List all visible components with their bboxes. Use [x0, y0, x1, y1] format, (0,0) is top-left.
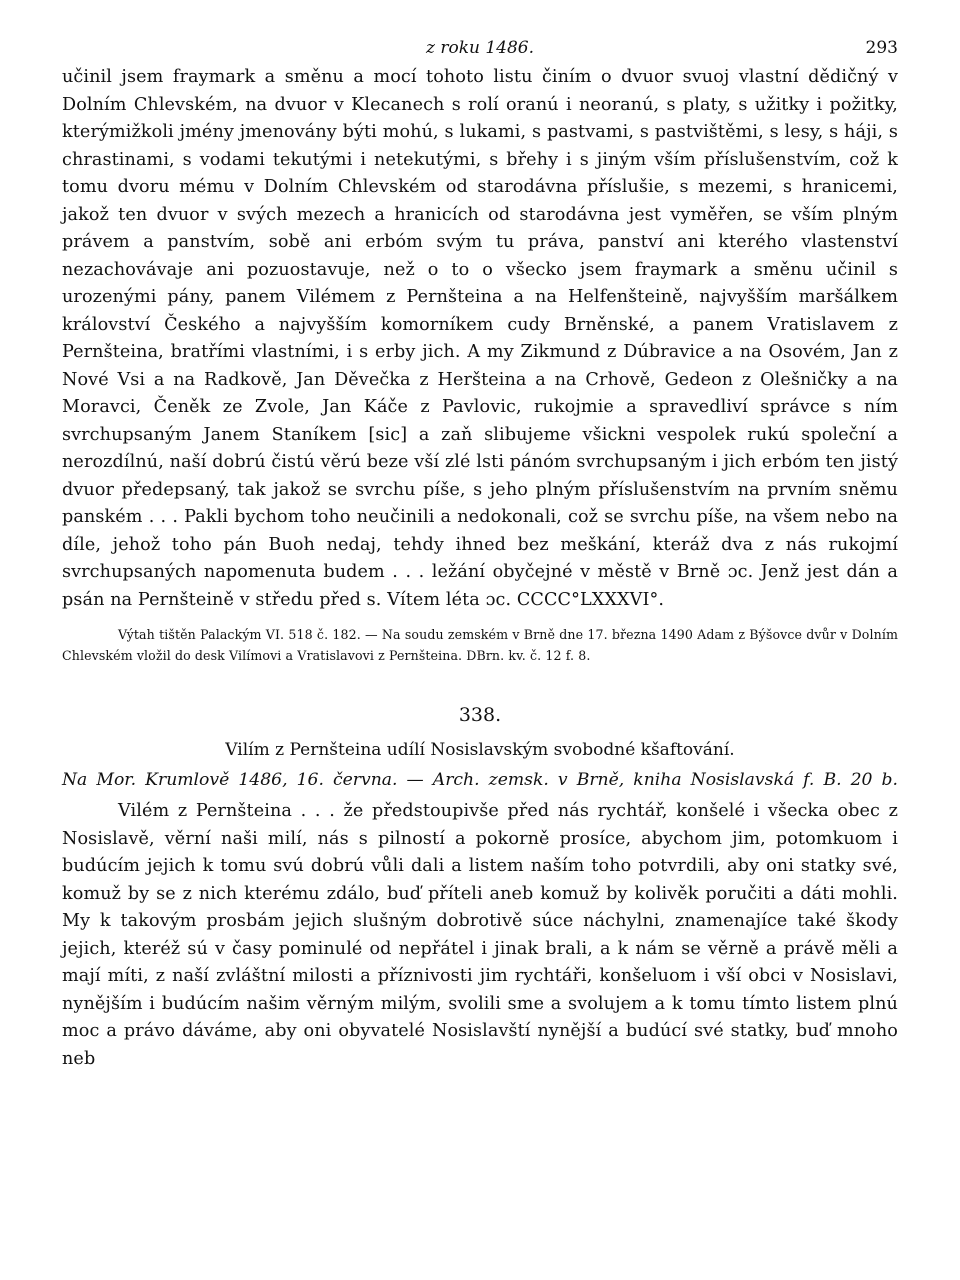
document-heading: Vilím z Pernšteina udílí Nosislavským svobodné kšaftování. — [225, 740, 735, 760]
document-body — [62, 798, 898, 1073]
document-source: Na Mor. Krumlově 1486, 16. června. — Arch. zemsk. v Brně, kniha Nosislavská f. B. 20 b. — [62, 770, 898, 790]
book-page — [62, 30, 898, 1073]
running-head — [62, 30, 898, 64]
page-number: 293 — [865, 38, 898, 58]
continuation-paragraph: učinil jsem fraymark a směnu a mocí tohoto listu činím o dvuor svuoj vlastní dědičný v Dolním Chlevském, na dvuor v Klecanech s rolí oranú i neoranú, s platy, s užitky i požitky, kterýmižkoli jmény jmenovány býti mohú, s lukami, s pastvami, s pastvištěmi, s lesy, s háji, s chrastinami, s vodami tekutými i netekutými, s břehy i s jiným vším příslušenstvím, což k tomu dvoru mému v Dolním Chlevském od starodávna příslušie, s mezemi, s hranicemi, jakož ten dvuor v svých mezech a hranicích od starodávna jest vyměřen, se vším plným právem a panstvím, sobě ani erbóm svým tu práva, panství ani kterého vlastenství nezachovávaje ani pozuostavuje, než o to o všecko jsem fraymark a směnu učinil s urozenými pány, panem Vilémem z Pernšteina a na Helfenšteině, najvyšším maršálkem království Českého a najvyšším komorníkem cudy Brněnské, a panem Vratislavem z Pernšteina, bratřími vlastními, i s erby jich. A my Zikmund z Dúbravice a na Osovém, Jan z Nové Vsi a na Radkově, Jan Děvečka z Heršteina a na Crhově, Gedeon z Olešničky a na Moravci, Čeněk ze Zvole, Jan Káče z Pavlovic, rukojmie a spravedliví správce s ním svrchupsaným Janem Staníkem [sic] a zaň slibujeme všickni vespolek rukú společní a nerozdílnú, naší dobrú čistú věrú beze vší zlé lsti pánóm svrchupsaným i jich erbóm ten jistý dvuor předepsaný, tak jakož se svrchu píše, s jeho plným příslušenstvím na prvním sněmu panském . . . Pakli bychom toho neučinili a nedokonali, což se svrchu píše, na všem nebo na díle, jehož toho pán Buoh nedaj, tehdy ihned bez meškání, kteráž dva z nás rukojmí svrchupsaných napomenuta budem . . . ležání obyčejné v městě v Brně ɔc. Jenž jest dán a psán na Pernšteině v středu před s. Vítem léta ɔc. CCCC°LXXXVI°. — [62, 67, 898, 610]
footnote: Výtah tištěn Palackým VI. 518 č. 182. — Na soudu zemském v Brně dne 17. března 1490 Adam z Býšovce dvůr v Dolním Chlevském vložil do desk Vilímovi a Vratislavovi z Pernšteina. DBrn. kv. č. 12 f. 8. — [62, 627, 898, 663]
document-paragraph: Vilém z Pernšteina . . . že předstoupivše před nás rychtář, konšelé i všecka obec z Nosislavě, věrní naši milí, nás s pilností a pokorně prosíce, abychom jim, potomkuom i budúcím jejich k tomu svú dobrú vůli dali a listem naším toho potvrdili, aby oni statky své, komuž by se z nich kterému zdálo, buď příteli aneb komuž by kolivěk poručiti a dáti mohli. My k takovým prosbám jejich slušným dobrotivě súce náchylni, znamenajíce také škody jejich, kteréž sú v časy pominulé od nepřátel i jinak brali, a k nám se věrně a právě měli a mají míti, z naší zvláštní milosti a příznivosti jim rychtáři, konšeluom i vší obci v Nosislavi, nynějším i budúcím našim věrným milým, svolili sme a svolujem a k tomu tímto listem plnú moc a právo dáváme, aby oni obyvatelé Nosislavští nynější a budúcí své statky, buď mnoho neb — [62, 801, 898, 1069]
continuation-section — [62, 64, 898, 614]
document-number: 338. — [458, 704, 502, 726]
running-head-title: z roku 1486. — [425, 38, 535, 58]
